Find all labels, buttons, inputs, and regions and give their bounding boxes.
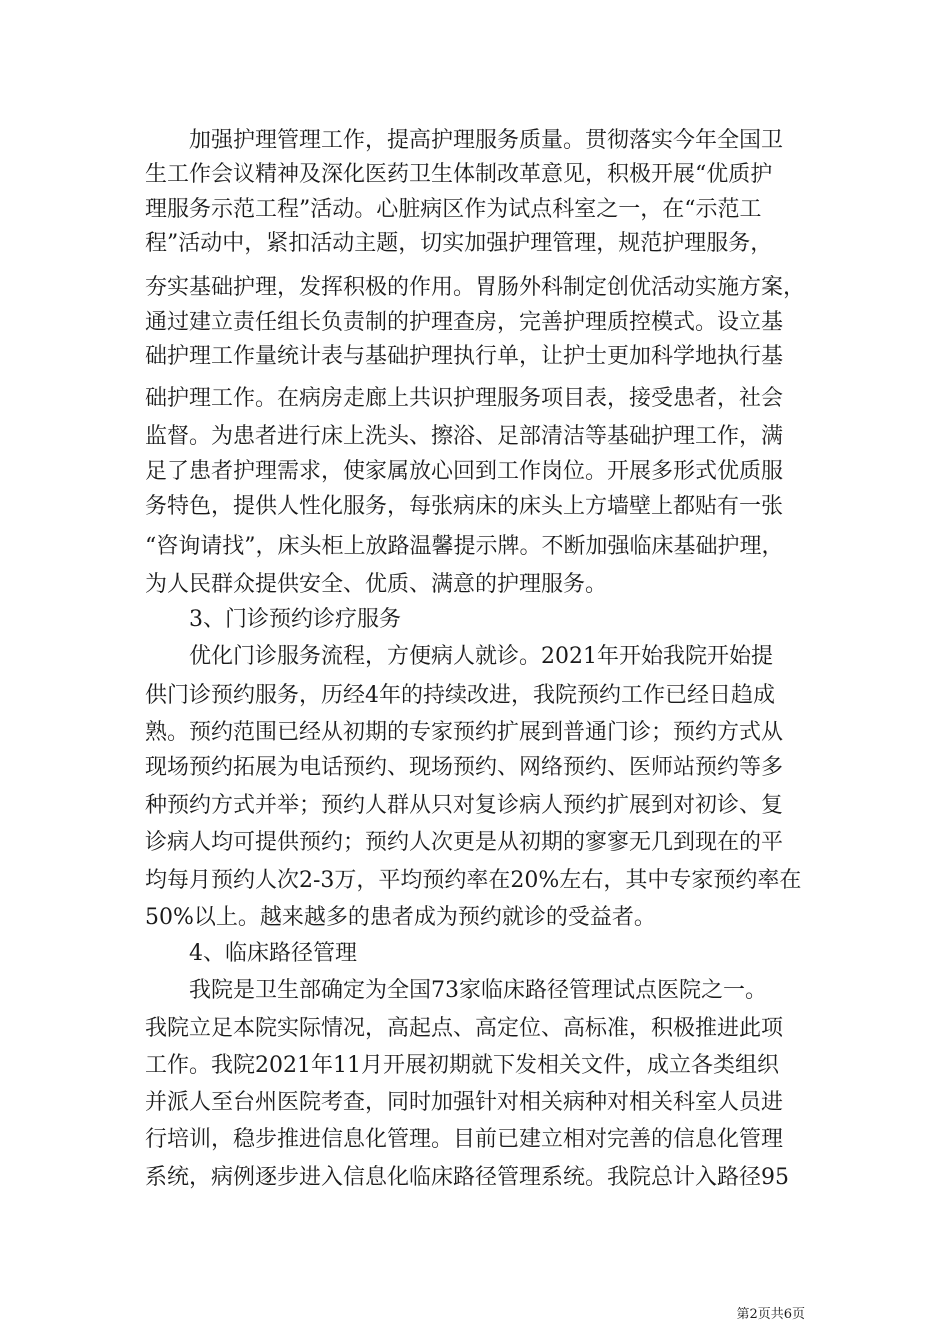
paragraph-line: 础护理工作量统计表与基础护理执行单，让护士更加科学地执行基 xyxy=(145,344,784,369)
paragraph-line: 均每月预约人次2-3万，平均预约率在20%左右，其中专家预约率在 xyxy=(145,868,802,893)
page-number: 第2页共6页 xyxy=(736,1307,805,1322)
paragraph-line: 行培训，稳步推进信息化管理。目前已建立相对完善的信息化管理 xyxy=(145,1127,784,1152)
paragraph-line: 为人民群众提供安全、优质、满意的护理服务。 xyxy=(145,572,608,597)
paragraph-line: 加强护理管理工作，提高护理服务质量。贯彻落实今年全国卫 xyxy=(145,128,784,153)
paragraph-line: “咨询请找”，床头柜上放路温馨提示牌。不断加强临床基础护理， xyxy=(145,534,784,559)
paragraph-line: 50%以上。越来越多的患者成为预约就诊的受益者。 xyxy=(145,905,656,930)
paragraph-line: 足了患者护理需求，使家属放心回到工作岗位。开展多形式优质服 xyxy=(145,459,784,484)
paragraph-line: 监督。为患者进行床上洗头、擦浴、足部清洁等基础护理工作，满 xyxy=(145,424,784,449)
paragraph-line: 现场预约拓展为电话预约、现场预约、网络预约、医师站预约等多 xyxy=(145,755,784,780)
paragraph-line: 工作。我院2021年11月开展初期就下发相关文件，成立各类组织 xyxy=(145,1053,779,1078)
paragraph-line: 供门诊预约服务，历经4年的持续改进，我院预约工作已经日趋成 xyxy=(145,683,775,708)
paragraph-line: 并派人至台州医院考查，同时加强针对相关病种对相关科室人员进 xyxy=(145,1090,784,1115)
paragraph-line: 我院立足本院实际情况，高起点、高定位、高标准，积极推进此项 xyxy=(145,1016,784,1041)
paragraph-line: 通过建立责任组长负责制的护理查房，完善护理质控模式。设立基 xyxy=(145,310,784,335)
paragraph-line: 我院是卫生部确定为全国73家临床路径管理试点医院之一。 xyxy=(145,978,767,1003)
paragraph-line: 础护理工作。在病房走廊上共识护理服务项目表，接受患者，社会 xyxy=(145,386,784,411)
paragraph-line: 务特色，提供人性化服务，每张病床的床头上方墙壁上都贴有一张 xyxy=(145,494,784,519)
paragraph-line: 诊病人均可提供预约；预约人次更是从初期的寥寥无几到现在的平 xyxy=(145,830,784,855)
paragraph-line: 优化门诊服务流程，方便病人就诊。2021年开始我院开始提 xyxy=(145,644,773,669)
paragraph-line: 种预约方式并举；预约人群从只对复诊病人预约扩展到对初诊、复 xyxy=(145,793,784,818)
section-heading: 4、临床路径管理 xyxy=(145,941,357,966)
paragraph-line: 系统，病例逐步进入信息化临床路径管理系统。我院总计入路径95 xyxy=(145,1165,789,1190)
paragraph-line: 程”活动中，紧扣活动主题，切实加强护理管理，规范护理服务， xyxy=(145,231,773,256)
paragraph-line: 生工作会议精神及深化医药卫生体制改革意见，积极开展“优质护 xyxy=(145,162,773,187)
paragraph-line: 夯实基础护理，发挥积极的作用。胃肠外科制定创优活动实施方案， xyxy=(145,275,806,300)
section-heading: 3、门诊预约诊疗服务 xyxy=(145,607,401,632)
paragraph-line: 理服务示范工程”活动。心脏病区作为试点科室之一，在“示范工 xyxy=(145,197,762,222)
paragraph-line: 熟。预约范围已经从初期的专家预约扩展到普通门诊；预约方式从 xyxy=(145,720,784,745)
